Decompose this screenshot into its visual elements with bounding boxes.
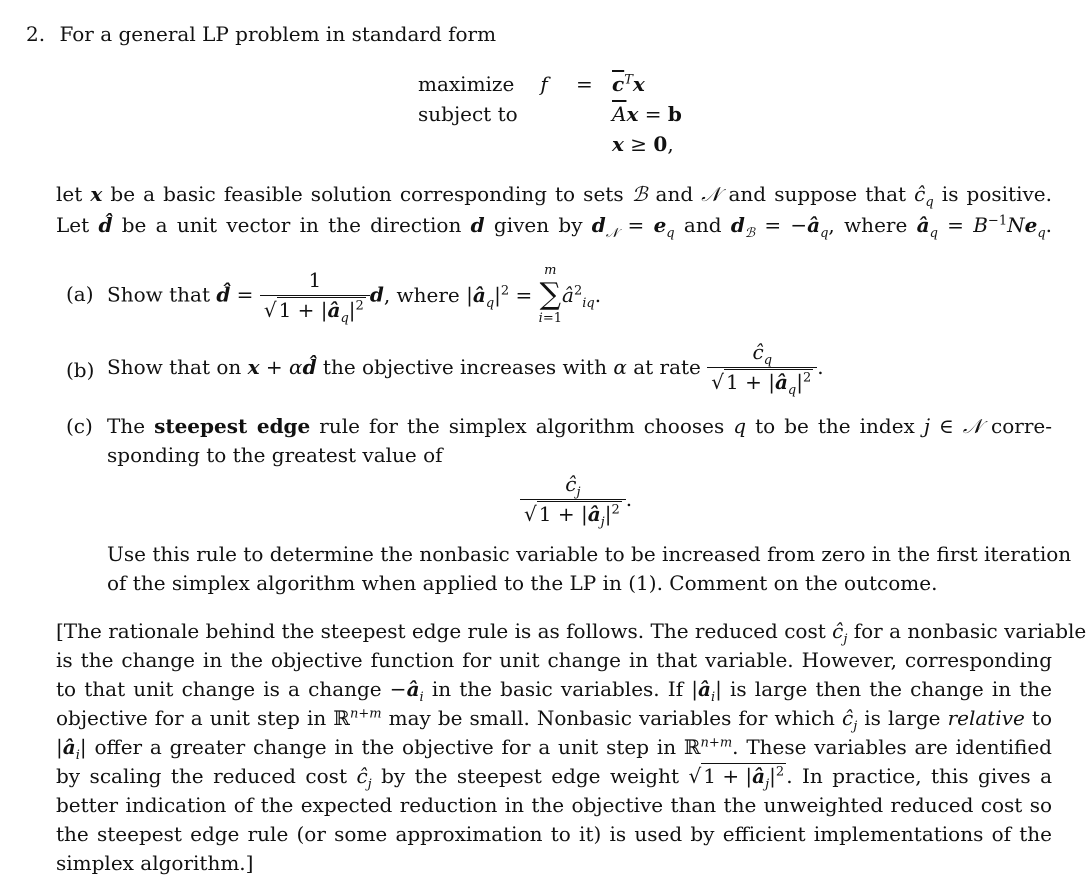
problem-intro: For a general LP problem in standard form <box>59 22 497 46</box>
rationale-line-9: simplex algorithm.] <box>56 851 254 875</box>
part-a-label: (a) <box>66 282 94 306</box>
subject-to-label: subject to <box>418 102 518 126</box>
summation-symbol: m ∑ i=1 <box>538 263 563 326</box>
part-b-fraction: $\frac{ĉ_q}{√ 1 + |â_q|^2}$ <box>707 338 817 397</box>
lp-formulation <box>418 70 718 160</box>
rationale-line-4: objective for a unit step in ℝ$^{n+m}$ may be small. Nonbasic variables for which $ĉ_j$ is large relative to <box>56 706 1053 734</box>
part-c-use-line-2: of the simplex algorithm when applied to the LP in (1). Comment on the outcome. <box>107 571 938 595</box>
constraint-equality: $\overline{A}x = b$ <box>612 102 682 126</box>
maximize-label: maximize f <box>418 72 548 96</box>
part-a-fraction: $\frac{1}{√ 1 + |â_q|^2}$ <box>260 266 370 325</box>
rationale-line-2: is the change in the objective function for unit change in that variable. However, corresponding <box>56 648 1052 672</box>
rationale-line-7: better indication of the expected reduction in the objective than the unweighted reduced cost so <box>56 793 1052 817</box>
part-c-display-fraction: $\frac{ĉ_j}{√ 1 + |â_j|^2}$ . <box>520 470 632 529</box>
rationale-line-5: $|â_i|$ offer a greater change in the objective for a unit step in ℝ$^{n+m}$. These variables are identified <box>56 735 1052 763</box>
part-c-use-line-1: Use this rule to determine the nonbasic variable to be increased from zero in the first iteration <box>107 542 1072 566</box>
part-b-statement: Show that on x + αd̂ the objective increases with α at rate $\frac{ĉ_q}{√ 1 + |â_q|^2}$ . <box>107 340 824 398</box>
rationale-line-6: by scaling the reduced cost $ĉ_j$ by the steepest edge weight √ $1 + |â_j|^2$ . In practice, this gives a <box>56 764 1052 792</box>
problem-number: 2. <box>26 22 46 46</box>
part-a-statement: Show that d̂ = $\frac{1}{√ 1 + |â_q|^2}$ d, where $|â_q|^2$ = m ∑ i=1 $â^2_{iq}$. <box>107 263 602 326</box>
rationale-line-3: to that unit change is a change $-â_i$ in the basic variables. If $|â_i|$ is large then the change in the <box>56 677 1052 705</box>
problem-header <box>26 20 496 49</box>
part-c-label: (c) <box>66 414 93 438</box>
constraint-nonnegativity: x ≥ 0, <box>612 132 674 156</box>
rationale-line-8: the steepest edge rule (or some approximation to it) is used by efficient implementations of the <box>56 822 1052 846</box>
part-c-line-1: The steepest edge rule for the simplex algorithm chooses q to be the index j ∈ 𝒩 corre- <box>107 414 1053 438</box>
paragraph-line-1: let x be a basic feasible solution corresponding to sets ℬ and 𝒩 and suppose that $ĉ_q$ is positive. <box>56 182 1052 210</box>
paragraph-line-2: Let d̂ be a unit vector in the direction d given by $d_𝒩 = e_q$ and $d_ℬ$ = $-â_q$, where $â_q = B^{-1}Ne_q$. <box>56 213 1053 241</box>
part-b-label: (b) <box>66 358 95 382</box>
equals-sign: = <box>576 72 593 96</box>
part-c-line-2: sponding to the greatest value of <box>107 443 443 467</box>
objective-expression: $\overline{c}^Tx$ <box>612 72 645 96</box>
rationale-line-1: [The rationale behind the steepest edge rule is as follows. The reduced cost $ĉ_j$ for a nonbasic variable <box>56 619 1086 647</box>
